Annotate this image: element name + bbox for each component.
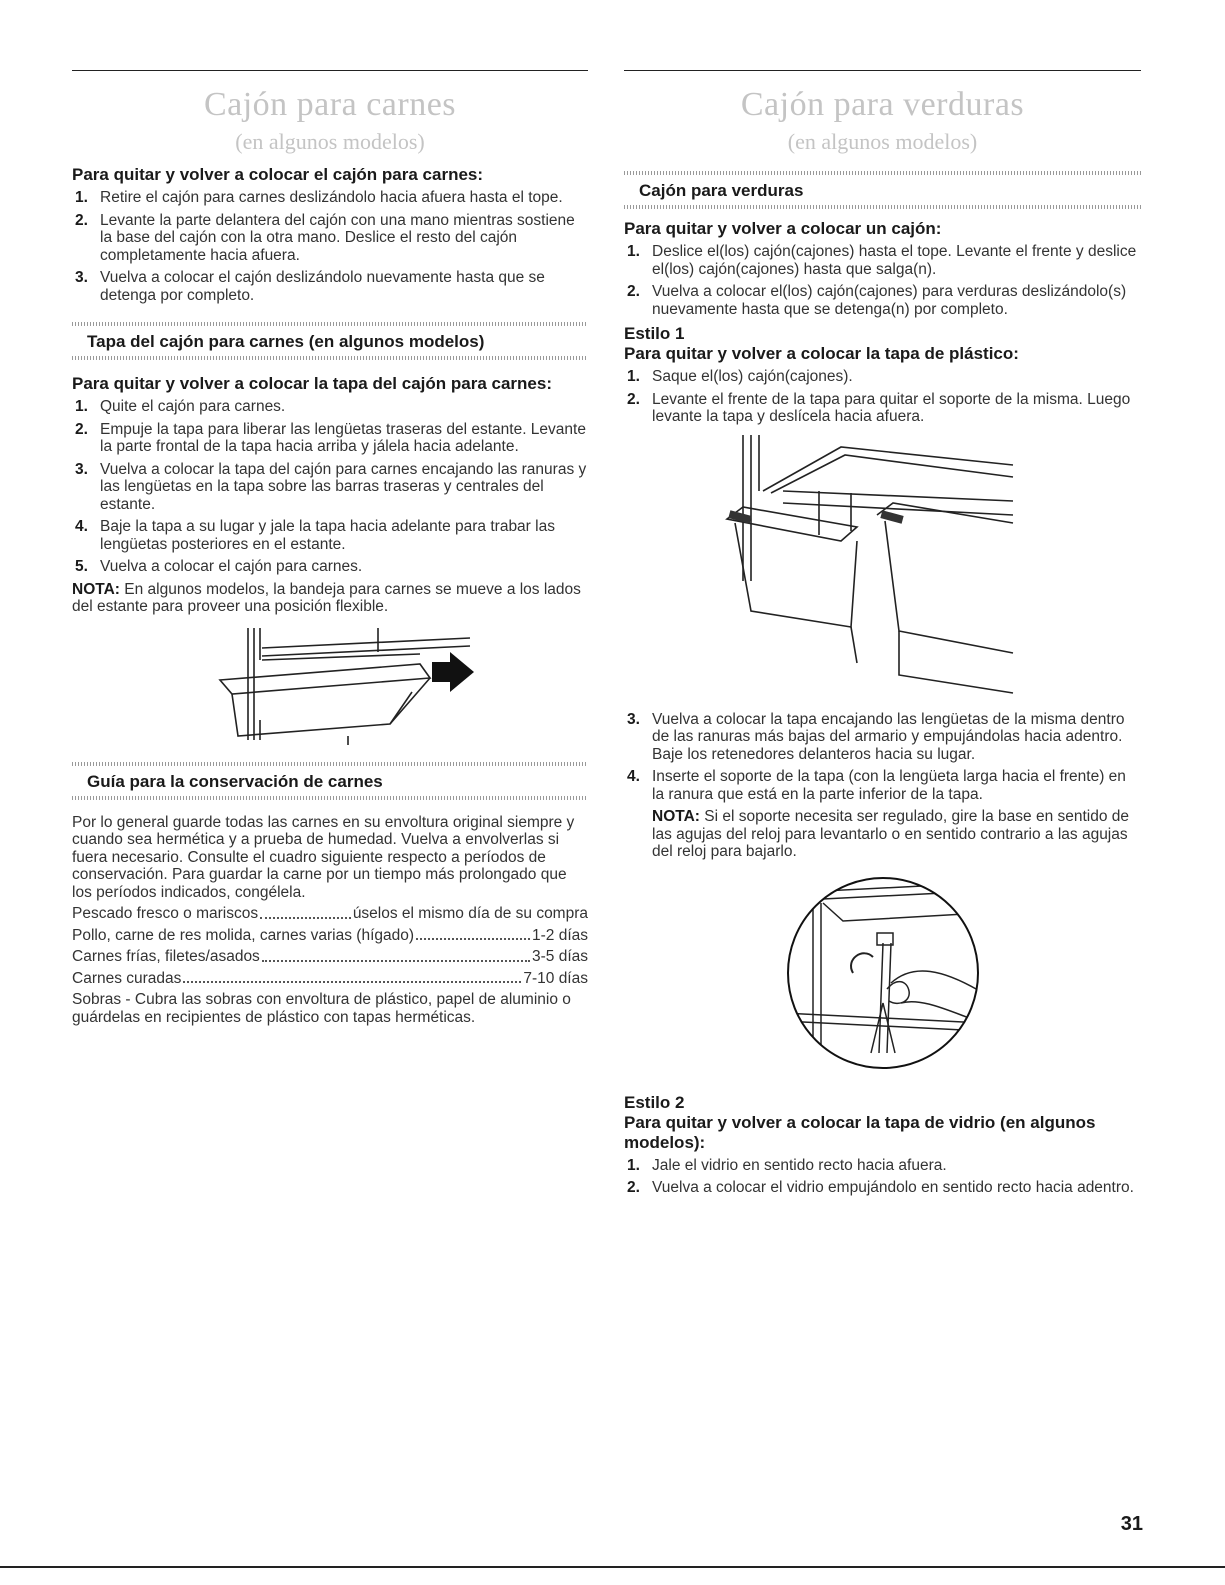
step-text: Quite el cajón para carnes. <box>100 398 286 415</box>
step-number: 3. <box>627 710 640 728</box>
table-row <box>72 905 588 923</box>
row-item: Carnes curadas <box>72 969 182 987</box>
steps-glass-cover <box>624 1157 1141 1197</box>
list-item <box>624 368 1141 386</box>
left-column <box>72 70 588 1030</box>
table-row <box>72 948 588 966</box>
step-text: Vuelva a colocar el vidrio empujándolo en sentido recto hacia adentro. <box>652 1179 1134 1196</box>
style-2-label: Estilo 2 <box>624 1092 685 1112</box>
step-number: 2. <box>627 283 640 300</box>
step-number: 3. <box>75 460 88 478</box>
hatch-divider <box>624 205 1141 209</box>
row-value: 1-2 días <box>531 926 588 944</box>
heading-remove-meat-drawer: Para quitar y volver a colocar el cajón para carnes: <box>72 165 484 184</box>
list-item <box>624 768 1141 861</box>
table-row <box>72 970 588 988</box>
section-subtitle: (en algunos modelos) <box>235 129 425 154</box>
step-number: 1. <box>627 368 640 385</box>
steps-crisper <box>624 243 1141 318</box>
note <box>72 581 588 616</box>
section-heading: Cajón para verduras <box>639 181 804 200</box>
guide-paragraph: Por lo general guarde todas las carnes en su envoltura original siempre y cuando sea hermética y a prueba de humedad. Vuelva a envolverlas si fuera necesario. Consulte el cuadro siguiente respecto a períodos de conservación. Para guardar la carne por un tiempo más prolongado que los períodos indicados, congélela. <box>72 813 575 901</box>
list-item <box>624 283 1141 318</box>
row-item: Pescado fresco o mariscos <box>72 905 259 922</box>
step-text: Deslice el(los) cajón(cajones) hasta el tope. Levante el frente y deslice el(los) cajón(cajones) hasta que salga(n). <box>652 243 1137 278</box>
section-band-meat-cover <box>72 322 588 360</box>
table-row <box>72 927 588 945</box>
heading-plastic-cover: Para quitar y volver a colocar la tapa de plástico: <box>624 344 1019 363</box>
step-number: 4. <box>627 768 640 785</box>
leader-dots <box>416 927 530 941</box>
list-item <box>72 558 588 576</box>
arrow-right-icon <box>432 652 474 692</box>
row-value: úselos el mismo día de su compra <box>352 905 588 922</box>
top-rule <box>624 70 1141 71</box>
leader-dots <box>260 905 351 919</box>
leader-dots <box>183 970 521 984</box>
leader-dots <box>262 948 530 962</box>
step-number: 2. <box>627 390 640 408</box>
hatch-divider <box>72 796 588 800</box>
step-number: 5. <box>75 558 88 575</box>
step-number: 2. <box>75 211 88 229</box>
step-text: Retire el cajón para carnes deslizándolo hacia afuera hasta el tope. <box>100 189 563 206</box>
section-title: Cajón para verduras <box>740 86 1025 123</box>
step-text: Vuelva a colocar el cajón deslizándolo nuevamente hasta que se detenga por completo. <box>100 269 545 304</box>
step-number: 2. <box>627 1179 640 1196</box>
hatch-divider <box>72 356 588 360</box>
top-rule <box>72 70 588 71</box>
list-item <box>624 391 1141 426</box>
step-number: 1. <box>75 189 88 206</box>
list-item <box>624 243 1141 278</box>
step-number: 4. <box>75 518 88 535</box>
step-number: 2. <box>75 420 88 438</box>
crisper-drawers-illustration <box>723 431 1043 701</box>
step-text: Levante la parte delantera del cajón con una mano mientras sostiene la base del cajón con la otra mano. Deslice el resto del cajón completamente hacia afuera. <box>100 211 575 264</box>
list-item <box>72 212 588 265</box>
meat-drawer-illustration <box>180 620 480 750</box>
step-text: Vuelva a colocar la tapa del cajón para carnes encajando las ranuras y las lengüetas en la tapa sobre las barras traseras y centrales del estante. <box>100 460 587 513</box>
row-item: Pollo, carne de res molida, carnes varias (hígado) <box>72 926 415 944</box>
steps-meat-cover <box>72 398 588 576</box>
list-item <box>72 518 588 553</box>
list-item <box>624 1179 1141 1197</box>
page-number: 31 <box>1120 1513 1143 1535</box>
step-number: 3. <box>75 269 88 286</box>
right-column <box>624 70 1141 1202</box>
heading-remove-meat-cover: Para quitar y volver a colocar la tapa del cajón para carnes: <box>72 374 552 393</box>
section-subtitle: (en algunos modelos) <box>787 129 978 154</box>
list-item <box>72 421 588 456</box>
section-band-meat-guide <box>72 762 588 800</box>
row-item: Carnes frías, filetes/asados <box>72 948 260 965</box>
step-number: 1. <box>75 398 88 415</box>
note-label: NOTA: <box>72 580 120 598</box>
section-heading: Tapa del cajón para carnes (en algunos modelos) <box>87 332 485 351</box>
step-text: Vuelva a colocar el cajón para carnes. <box>100 558 363 575</box>
steps-meat-drawer <box>72 189 588 304</box>
row-value: 3-5 días <box>531 948 588 965</box>
list-item <box>72 398 588 416</box>
list-item <box>624 711 1141 764</box>
section-band-crisper <box>624 171 1141 209</box>
step-text: Jale el vidrio en sentido recto hacia afuera. <box>652 1156 947 1174</box>
bottom-rule <box>0 1566 1225 1568</box>
list-item <box>72 461 588 514</box>
step-text: Vuelva a colocar el(los) cajón(cajones) para verduras deslizándolo(s) nuevamente hasta que se detenga(n) por completo. <box>652 283 1127 318</box>
heading-remove-crisper: Para quitar y volver a colocar un cajón: <box>624 219 942 238</box>
row-value: 7-10 días <box>523 969 588 987</box>
step-text: Levante el frente de la tapa para quitar el soporte de la misma. Luego levante la tapa y deslícela hacia afuera. <box>652 390 1131 425</box>
note-label: NOTA: <box>652 808 700 825</box>
step-text: Inserte el soporte de la tapa (con la lengüeta larga hacia el frente) en la ranura que está en la parte inferior de la tapa. <box>652 768 1126 803</box>
note <box>652 808 1141 861</box>
step-number: 1. <box>627 243 640 260</box>
leftovers-paragraph: Sobras - Cubra las sobras con envoltura de plástico, papel de aluminio o guárdelas en recipientes de plástico con tapas herméticas. <box>72 991 571 1026</box>
heading-glass-cover: Para quitar y volver a colocar la tapa de vidrio (en algunos modelos): <box>624 1112 1096 1152</box>
list-item <box>624 1157 1141 1175</box>
step-text: Empuje la tapa para liberar las lengüetas traseras del estante. Levante la parte frontal de la tapa hacia arriba y jálela hacia adelante. <box>100 420 586 455</box>
steps-plastic-cover <box>624 368 1141 426</box>
note-text: Si el soporte necesita ser regulado, gire la base en sentido de las agujas del reloj para levantarlo o en sentido contrario a las agujas del reloj para bajarlo. <box>652 808 1130 860</box>
steps-replace-cover <box>624 711 1141 861</box>
step-text: Baje la tapa a su lugar y jale la tapa hacia adelante para trabar las lengüetas posteriores en el estante. <box>100 518 555 553</box>
section-title: Cajón para carnes <box>203 86 457 123</box>
section-heading: Guía para la conservación de carnes <box>87 771 383 791</box>
list-item <box>72 189 588 207</box>
list-item <box>72 269 588 304</box>
support-adjustment-illustration <box>783 873 983 1073</box>
note-text: En algunos modelos, la bandeja para carnes se mueve a los lados del estante para proveer una posición flexible. <box>72 580 581 615</box>
step-text: Vuelva a colocar la tapa encajando las lengüetas de la misma dentro de las ranuras más bajas del armario y empujándolas hacia adentro. Baje los retenedores delanteros hacia su lugar. <box>652 710 1125 763</box>
step-text: Saque el(los) cajón(cajones). <box>652 368 853 385</box>
step-number: 1. <box>627 1156 640 1174</box>
style-1-label: Estilo 1 <box>624 324 685 343</box>
